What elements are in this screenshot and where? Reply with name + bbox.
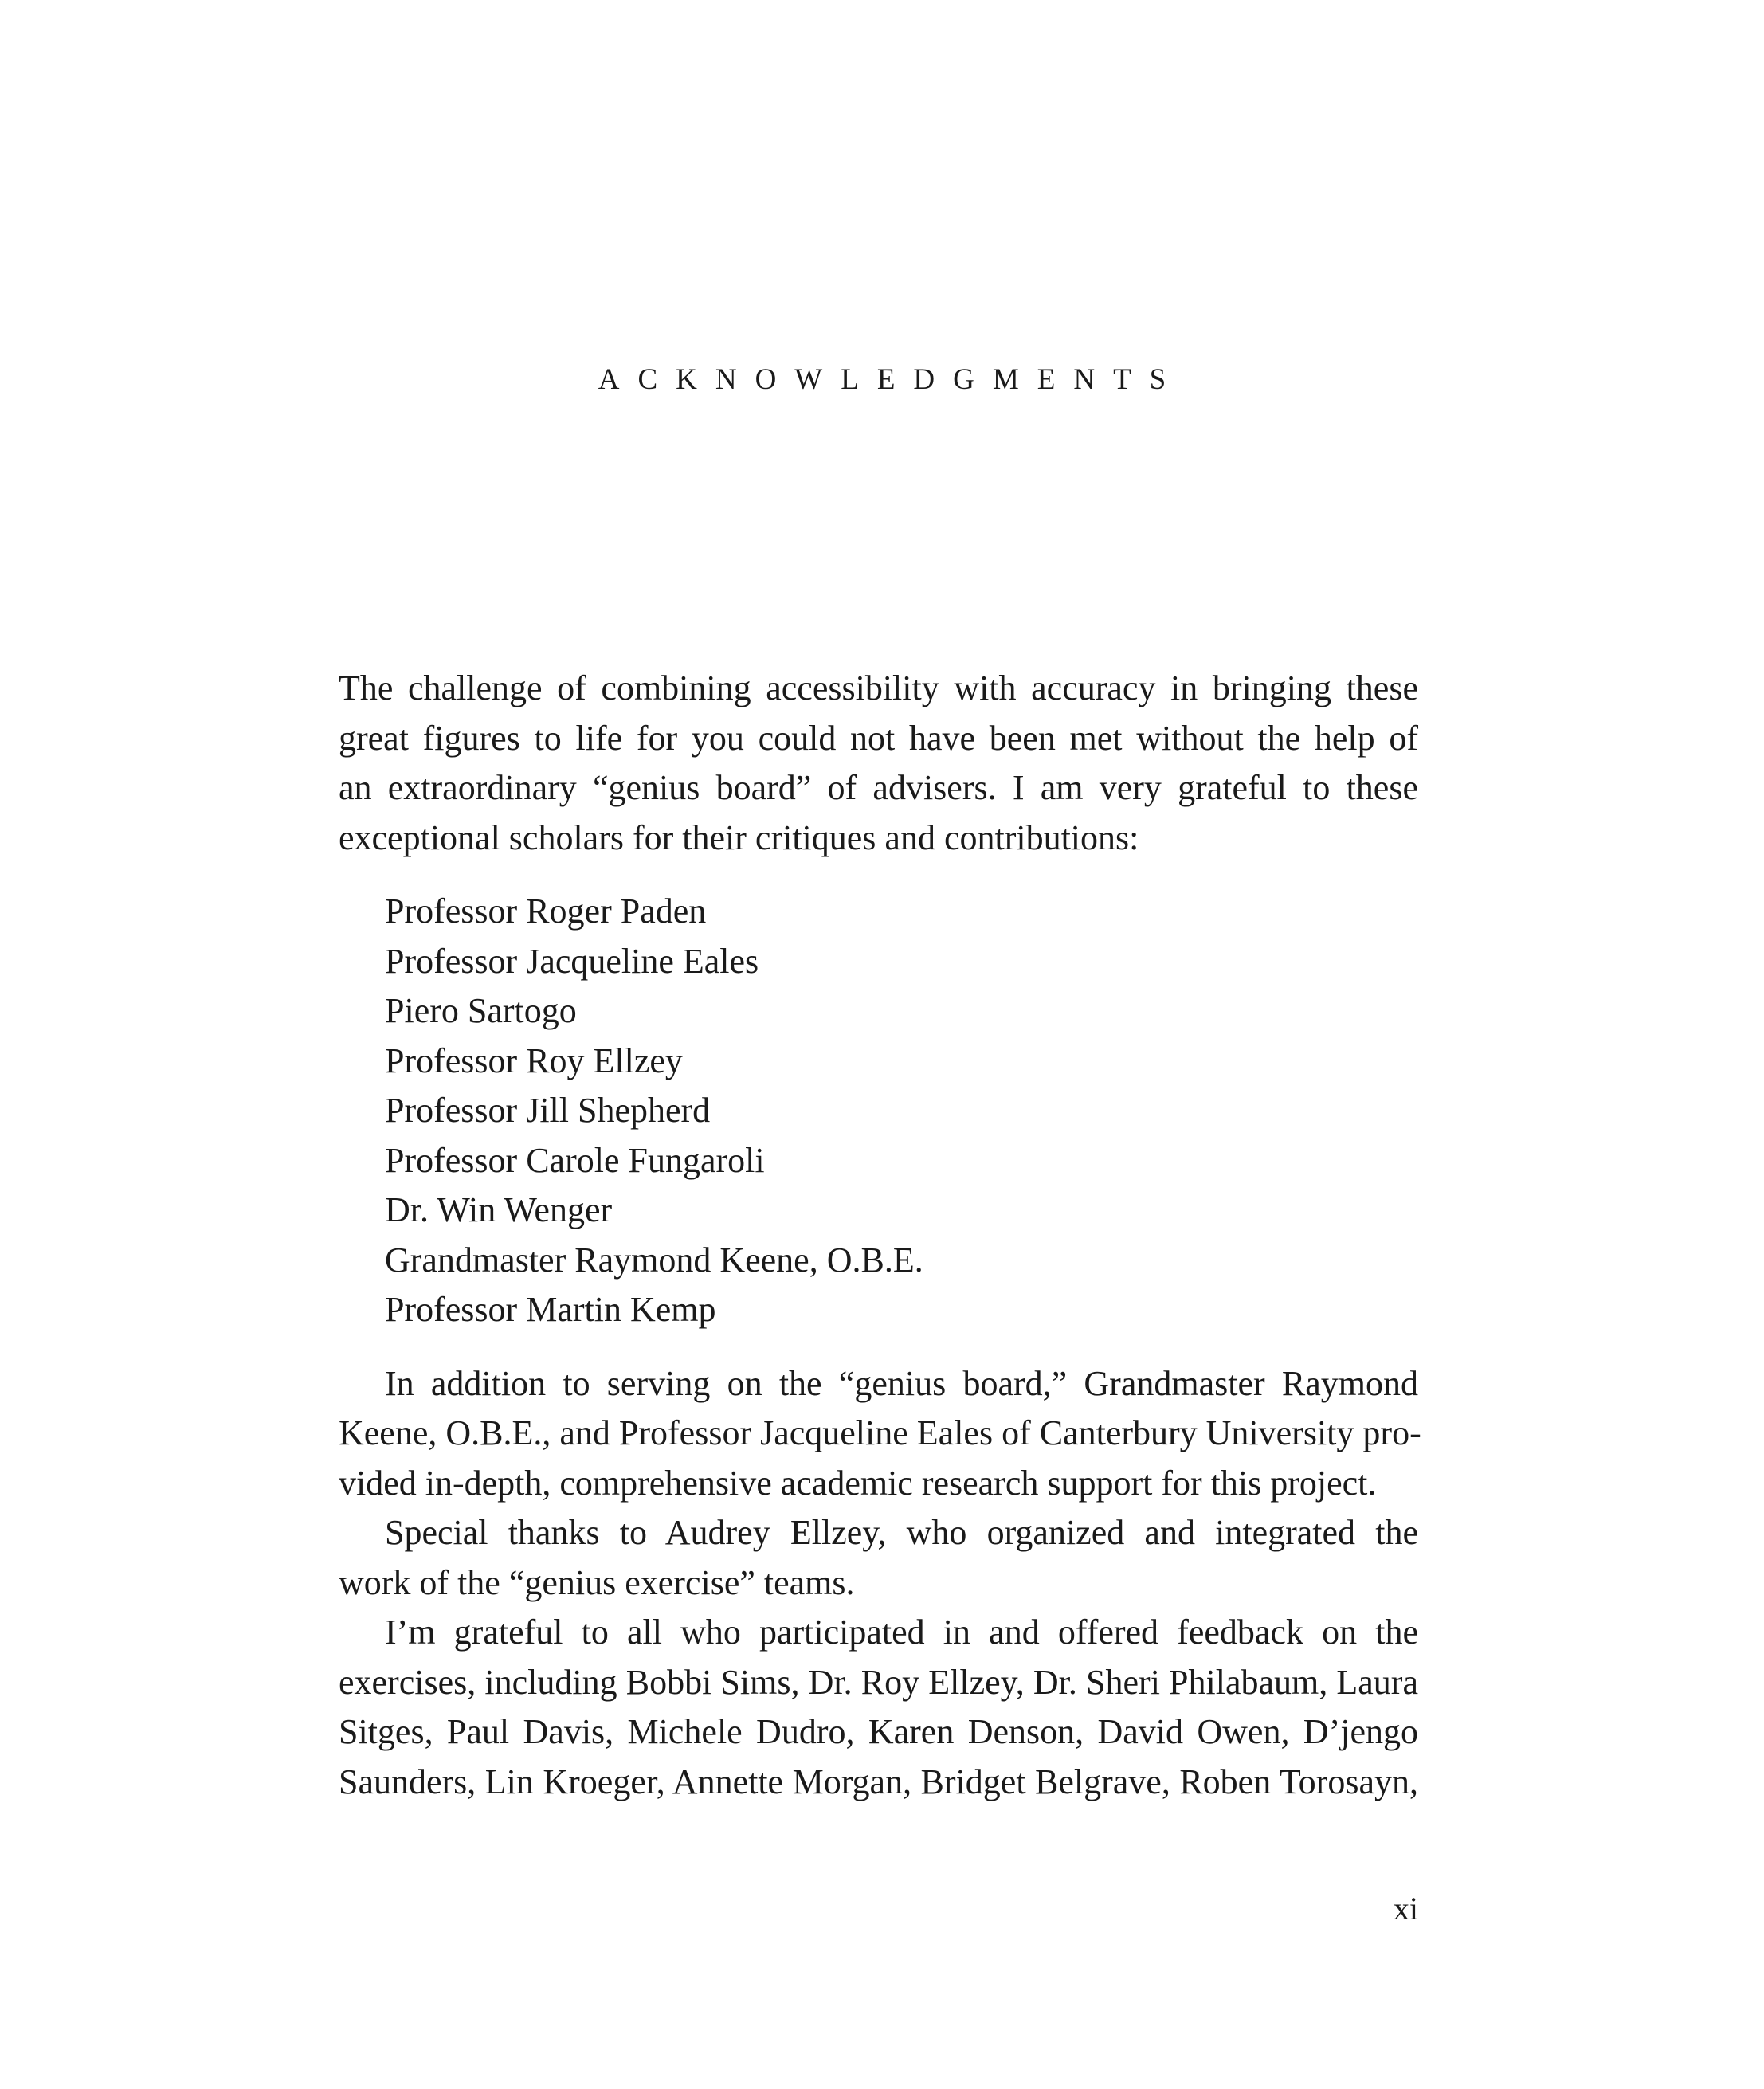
advisers-list [385,887,1418,1335]
text-line: Special thanks to Audrey Ellzey, who organized and integrated the [385,1513,1418,1552]
adviser-name: Professor Roy Ellzey [385,1041,683,1080]
intro-paragraph [339,664,1418,863]
adviser-name: Piero Sartogo [385,991,577,1030]
text-line: great figures to life for you could not have been met without the help of [339,718,1418,758]
adviser-name: Professor Carole Fungaroli [385,1140,765,1180]
text-line: work of the “genius exercise” teams. [339,1562,855,1602]
text-line: I’m grateful to all who participated in and offered feedback on the [385,1613,1418,1652]
text-line: Sitges, Paul Davis, Michele Dudro, Karen Denson, David Owen, D’jengo [339,1712,1418,1751]
adviser-name: Grandmaster Raymond Keene, O.B.E. [385,1240,923,1280]
page-number: xi [1393,1891,1418,1926]
text-line: exceptional scholars for their critiques and contributions: [339,817,1139,857]
text-line: exercises, including Bobbi Sims, Dr. Roy Ellzey, Dr. Sheri Philabaum, Laura [339,1662,1418,1702]
chapter-heading: ACKNOWLEDGMENTS [598,363,1185,396]
text-line: Saunders, Lin Kroeger, Annette Morgan, Bridget Belgrave, Roben Torosayn, [339,1762,1418,1801]
board-paragraph [339,1359,1421,1509]
adviser-name: Dr. Win Wenger [385,1190,613,1229]
text-line: an extraordinary “genius board” of advisers. I am very grateful to these [339,768,1418,807]
body-text [339,664,1421,1807]
adviser-name: Professor Jacqueline Eales [385,941,759,981]
grateful-paragraph [339,1608,1418,1807]
adviser-name: Professor Roger Paden [385,892,707,931]
adviser-name: Professor Martin Kemp [385,1290,716,1329]
text-line: vided in-depth, comprehensive academic research support for this project. [339,1463,1377,1503]
text-line: The challenge of combining accessibility with accuracy in bringing these [339,668,1418,707]
text-line: In addition to serving on the “genius board,” Grandmaster Raymond [385,1363,1418,1403]
adviser-name: Professor Jill Shepherd [385,1091,711,1130]
thanks-paragraph [339,1508,1418,1608]
text-line: Keene, O.B.E., and Professor Jacqueline Eales of Canterbury University pro- [339,1413,1421,1452]
